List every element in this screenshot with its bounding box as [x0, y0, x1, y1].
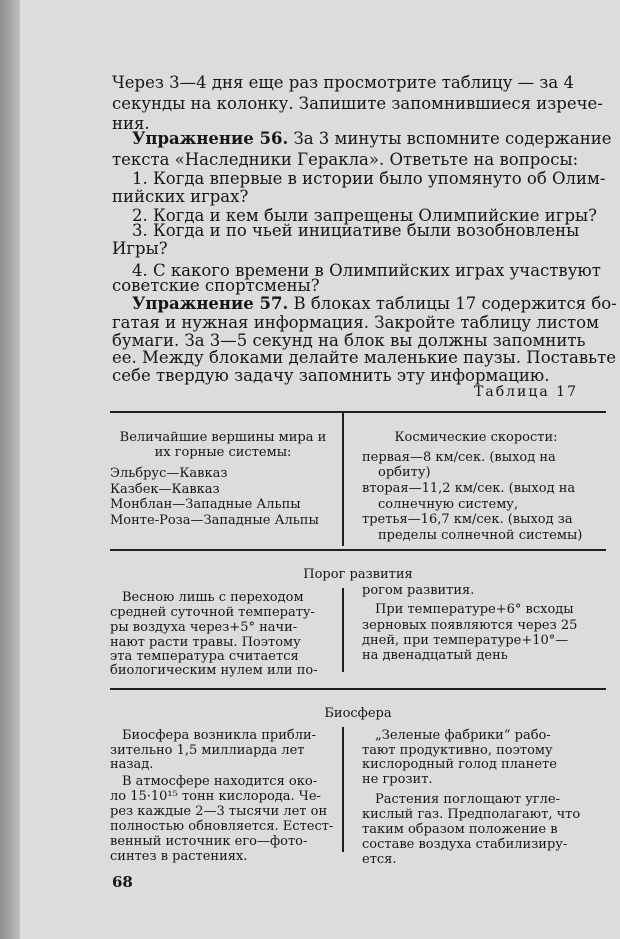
biosphere-text: кислый газ. Предполагают, что [362, 807, 581, 822]
question-3: 3. Когда и по чьей инициативе были возобновлены [132, 221, 580, 240]
block-title-threshold: Порог развития [303, 567, 413, 582]
exercise-56-heading: Упражнение 56. За 3 минуты вспомните содержание [132, 129, 612, 148]
body-line: ния. [112, 114, 150, 133]
threshold-text: дней, при температуре+10°— [362, 633, 569, 648]
peak-item: Монте-Роза—Западные Альпы [110, 513, 319, 528]
biosphere-text: синтез в растениях. [110, 849, 248, 864]
body-line: пийских играх? [112, 187, 249, 206]
peaks-heading: Величайшие вершины мира и [119, 430, 327, 445]
body-line: текста «Наследники Геракла». Ответьте на вопросы: [112, 150, 579, 169]
question-4: 4. С какого времени в Олимпийских играх участвуют [132, 261, 601, 280]
threshold-text: Весною лишь с переходом [122, 590, 304, 605]
body-line: ее. Между блоками делайте маленькие паузы. Поставьте [112, 348, 616, 367]
threshold-text: рогом развития. [362, 583, 475, 598]
biosphere-text: полностью обновляется. Естест- [110, 819, 334, 834]
book-spine-shadow [0, 0, 20, 939]
biosphere-text: зительно 1,5 миллиарда лет [110, 743, 305, 758]
biosphere-text: венный источник его—фото- [110, 834, 308, 849]
biosphere-text: не грозит. [362, 772, 433, 787]
peak-item: Казбек—Кавказ [110, 482, 220, 497]
table-rule [110, 411, 606, 413]
threshold-text: нают расти травы. Поэтому [110, 635, 301, 650]
body-line: Через 3—4 дня еще раз просмотрите таблицу — за 4 [112, 73, 574, 92]
threshold-text: зерновых появляются через 25 [362, 618, 578, 633]
biosphere-text: кислородный голод планете [362, 757, 557, 772]
question-1: 1. Когда впервые в истории было упомянуто об Олим- [132, 169, 606, 188]
threshold-text: средней суточной температу- [110, 605, 315, 620]
column-divider [342, 588, 344, 672]
biosphere-text: Биосфера возникла прибли- [122, 728, 317, 743]
biosphere-text: составе воздуха стабилизиру- [362, 837, 568, 852]
biosphere-text: „Зеленые фабрики“ рабо- [375, 728, 551, 743]
column-divider [342, 412, 344, 546]
biosphere-text: Растения поглощают угле- [375, 792, 560, 807]
speed-item: третья—16,7 км/сек. (выход за [362, 512, 573, 527]
speeds-heading: Космические скорости: [394, 430, 558, 445]
block-title-biosphere: Биосфера [324, 706, 392, 721]
body-line: советские спортсмены? [112, 276, 320, 295]
exercise-57-heading: Упражнение 57. В блоках таблицы 17 содержится бо- [132, 294, 617, 313]
biosphere-text: назад. [110, 757, 154, 772]
peak-item: Монблан—Западные Альпы [110, 497, 301, 512]
threshold-text: При температуре+6° всходы [375, 602, 574, 617]
peaks-heading: их горные системы: [154, 445, 292, 460]
biosphere-text: В атмосфере находится око- [122, 774, 318, 789]
body-line: гатая и нужная информация. Закройте таблицу листом [112, 313, 599, 332]
speed-item: солнечную систему, [378, 497, 519, 512]
threshold-text: ры воздуха через+5° начи- [110, 620, 298, 635]
threshold-text: эта температура считается [110, 649, 299, 664]
biosphere-text: ется. [362, 852, 397, 867]
body-line: себе твердую задачу запомнить эту информацию. [112, 366, 550, 385]
threshold-text: на двенадцатый день [362, 648, 508, 663]
biosphere-text: таким образом положение в [362, 822, 558, 837]
body-line: бумаги. За 3—5 секунд на блок вы должны запомнить [112, 331, 586, 350]
threshold-text: биологическим нулем или по- [110, 663, 318, 678]
question-2: 2. Когда и кем были запрещены Олимпийские игры? [132, 206, 597, 225]
page-number: 68 [112, 873, 133, 891]
speed-item: первая—8 км/сек. (выход на [362, 450, 556, 465]
speed-item: вторая—11,2 км/сек. (выход на [362, 481, 576, 496]
column-divider [342, 727, 344, 852]
body-line: секунды на колонку. Запишите запомнившиеся изрече- [112, 94, 603, 113]
speed-item: пределы солнечной системы) [378, 528, 583, 543]
table-caption: Таблица 17 [474, 384, 578, 400]
biosphere-text: тают продуктивно, поэтому [362, 743, 553, 758]
biosphere-text: рез каждые 2—3 тысячи лет он [110, 804, 328, 819]
speed-item: орбиту) [378, 465, 431, 480]
table-rule [110, 688, 606, 690]
peak-item: Эльбрус—Кавказ [110, 466, 228, 481]
biosphere-text: ло 15·10¹⁵ тонн кислорода. Че- [110, 789, 321, 804]
body-line: Игры? [112, 239, 168, 258]
table-rule [110, 549, 606, 551]
